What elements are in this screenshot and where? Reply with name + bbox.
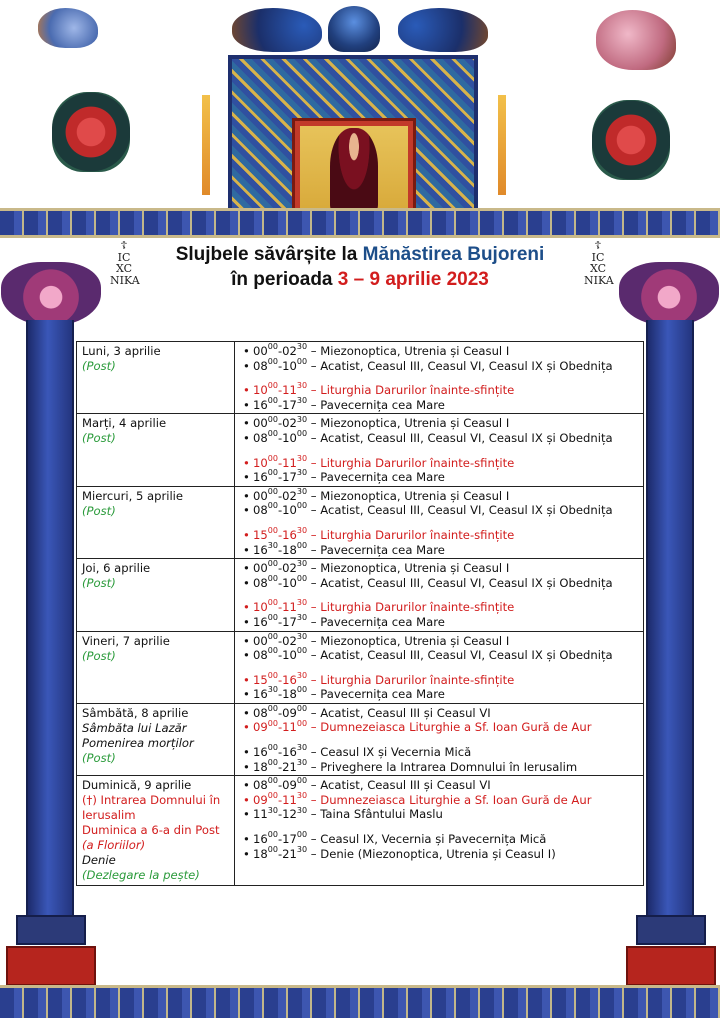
end-hour: 11 [282, 600, 297, 615]
title-line-1 [100, 242, 620, 267]
end-hour: 09 [282, 705, 297, 720]
start-minutes: 00 [267, 573, 278, 583]
end-minutes: 30 [296, 381, 308, 391]
start-hour: 09 [253, 792, 268, 807]
end-hour: 02 [282, 416, 297, 431]
service-description: Liturghia Darurilor înainte-sfințite [320, 672, 515, 687]
service-description: Pavecernița cea Mare [320, 542, 445, 557]
top-beam [0, 208, 720, 238]
service-item: • $10^{00}-11^{30}$ – Liturghia Darurilor înainte-sfințite [243, 383, 639, 398]
service-item: • $16^{00}-17^{30}$ – Pavecernița cea Mare [243, 615, 639, 630]
services-cell [235, 342, 644, 414]
start-hour: 10 [253, 383, 268, 398]
column-right [646, 320, 694, 930]
end-minutes: 00 [296, 356, 308, 366]
end-hour: 16 [282, 745, 297, 760]
service-description: Liturghia Darurilor înainte-sfințite [320, 600, 515, 615]
service-item: • $16^{00}-17^{30}$ – Pavecernița cea Mare [243, 470, 639, 485]
start-minutes: 00 [267, 613, 278, 623]
service-item: • $08^{00}-10^{00}$ – Acatist, Ceasul III, Ceasul VI, Ceasul IX și Obednița [243, 503, 639, 518]
day-note: (†) Intrarea Domnului în Ierusalim [82, 793, 221, 823]
start-hour: 00 [253, 488, 268, 503]
start-minutes: 00 [267, 631, 278, 641]
period-prefix: în perioada [231, 269, 338, 290]
end-minutes: 30 [296, 526, 308, 536]
service-item: • $08^{00}-10^{00}$ – Acatist, Ceasul III, Ceasul VI, Ceasul IX și Obednița [243, 648, 639, 663]
service-description: Dumnezeiasca Liturghie a Sf. Ioan Gură de Aur [320, 792, 592, 807]
start-minutes: 00 [267, 790, 278, 800]
service-description: Liturghia Darurilor înainte-sfințite [320, 383, 515, 398]
column-base-right [636, 915, 706, 945]
end-hour: 11 [282, 792, 297, 807]
end-hour: 18 [282, 687, 297, 702]
end-hour: 16 [282, 527, 297, 542]
theotokos-icon [330, 128, 378, 213]
bird-illustration [38, 8, 98, 48]
period-dates: 3 – 9 aprilie 2023 [337, 269, 489, 290]
start-minutes: 00 [267, 776, 278, 786]
cross-monogram-icon: ☦ IC XC NIKA [110, 239, 140, 287]
day-note: Pomenirea morților [82, 735, 194, 750]
day-label: Sâmbătă, 8 aprilie [82, 705, 189, 720]
services-cell [235, 414, 644, 486]
start-minutes: 00 [267, 646, 278, 656]
services-cell [235, 559, 644, 631]
start-minutes: 00 [267, 830, 278, 840]
service-description: Pavecernița cea Mare [320, 470, 445, 485]
end-minutes: 30 [296, 805, 308, 815]
cross-monogram-icon: ☦ IC XC NIKA [584, 239, 614, 287]
start-hour: 16 [253, 542, 268, 557]
service-item: • $18^{00}-21^{30}$ – Priveghere la Intrarea Domnului în Ierusalim [243, 760, 639, 775]
day-note: (Post) [82, 576, 116, 591]
start-hour: 08 [253, 575, 268, 590]
service-item: • $09^{00}-11^{30}$ – Dumnezeiasca Liturghie a Sf. Ioan Gură de Aur [243, 793, 639, 808]
service-description: Acatist, Ceasul III, Ceasul VI, Ceasul IX și Obednița [320, 430, 613, 445]
services-cell [235, 703, 644, 775]
start-minutes: 00 [267, 356, 278, 366]
end-hour: 17 [282, 470, 297, 485]
start-hour: 00 [253, 344, 268, 358]
services-cell [235, 486, 644, 558]
day-note: (Post) [82, 648, 116, 663]
service-description: Pavecernița cea Mare [320, 687, 445, 702]
start-minutes: 30 [267, 685, 278, 695]
service-item: • $16^{30}-18^{00}$ – Pavecernița cea Mare [243, 687, 639, 702]
service-description: Miezonoptica, Utrenia și Ceasul I [320, 488, 510, 503]
day-note: (Post) [82, 431, 116, 446]
schedule-table [76, 341, 644, 886]
service-item: • $16^{00}-17^{00}$ – Ceasul IX, Vecernia și Pavecernița Mică [243, 832, 639, 847]
end-minutes: 00 [296, 704, 308, 714]
service-item: • $00^{00}-02^{30}$ – Miezonoptica, Utrenia și Ceasul I [243, 416, 639, 431]
end-hour: 10 [282, 648, 297, 663]
end-hour: 02 [282, 633, 297, 648]
schedule-row [77, 631, 644, 703]
end-hour: 02 [282, 561, 297, 576]
start-hour: 00 [253, 416, 268, 431]
start-minutes: 00 [267, 395, 278, 405]
start-minutes: 00 [267, 844, 278, 854]
column-left [26, 320, 74, 930]
start-hour: 10 [253, 600, 268, 615]
service-description: Miezonoptica, Utrenia și Ceasul I [320, 633, 510, 648]
end-hour: 17 [282, 397, 297, 412]
day-note: (Post) [82, 359, 116, 373]
end-hour: 10 [282, 503, 297, 518]
end-hour: 21 [282, 846, 297, 861]
service-description: Acatist, Ceasul III și Ceasul VI [320, 705, 491, 720]
bottom-beam [0, 985, 720, 1018]
end-minutes: 00 [296, 718, 308, 728]
service-item: • $10^{00}-11^{30}$ – Liturghia Darurilor înainte-sfințite [243, 456, 639, 471]
start-hour: 16 [253, 832, 268, 847]
start-minutes: 00 [267, 468, 278, 478]
column-capital-left [1, 262, 101, 326]
end-minutes: 30 [296, 790, 308, 800]
start-hour: 08 [253, 503, 268, 518]
service-list [243, 778, 639, 861]
start-minutes: 00 [267, 718, 278, 728]
day-cell [77, 631, 235, 703]
end-minutes: 00 [296, 685, 308, 695]
start-minutes: 00 [267, 559, 278, 569]
service-list [243, 486, 639, 557]
service-item: • $08^{00}-09^{00}$ – Acatist, Ceasul III și Ceasul VI [243, 706, 639, 721]
page-title [100, 239, 620, 292]
service-description: Acatist, Ceasul III, Ceasul VI, Ceasul IX și Obednița [320, 575, 613, 590]
service-item: • $09^{00}-11^{00}$ – Dumnezeiasca Liturghie a Sf. Ioan Gură de Aur [243, 720, 639, 735]
service-item: • $10^{00}-11^{30}$ – Liturghia Darurilor înainte-sfințite [243, 600, 639, 615]
decorative-frieze [0, 0, 720, 215]
day-note: Duminica a 6-a din Post [82, 823, 220, 838]
service-item: • $15^{00}-16^{30}$ – Liturghia Darurilor înainte-sfințite [243, 673, 639, 688]
service-description: Denie (Miezonoptica, Utrenia și Ceasul I) [320, 846, 556, 861]
end-hour: 11 [282, 455, 297, 470]
day-label: Miercuri, 5 aprilie [82, 488, 184, 503]
day-cell [77, 559, 235, 631]
start-hour: 18 [253, 846, 268, 861]
service-item: • $08^{00}-10^{00}$ – Acatist, Ceasul III, Ceasul VI, Ceasul IX și Obednița [243, 359, 639, 374]
end-hour: 18 [282, 542, 297, 557]
end-hour: 16 [282, 672, 297, 687]
start-minutes: 00 [267, 486, 278, 496]
peacock-illustration [232, 8, 322, 52]
service-item: • $00^{00}-02^{30}$ – Miezonoptica, Utrenia și Ceasul I [243, 344, 639, 359]
end-hour: 10 [282, 575, 297, 590]
end-hour: 21 [282, 759, 297, 774]
start-minutes: 00 [267, 704, 278, 714]
service-item: • $08^{00}-10^{00}$ – Acatist, Ceasul III, Ceasul VI, Ceasul IX și Obednița [243, 431, 639, 446]
day-note: Sâmbăta lui Lazăr [82, 720, 187, 735]
start-hour: 16 [253, 687, 268, 702]
service-list [243, 706, 639, 774]
services-cell [235, 631, 644, 703]
end-minutes: 30 [296, 395, 308, 405]
end-hour: 10 [282, 430, 297, 445]
service-description: Priveghere la Intrarea Domnului în Ierusalim [320, 759, 578, 774]
start-hour: 11 [253, 807, 268, 822]
end-minutes: 00 [296, 501, 308, 511]
service-item: • $15^{00}-16^{30}$ – Liturghia Darurilor înainte-sfințite [243, 528, 639, 543]
start-hour: 08 [253, 430, 268, 445]
day-label: Duminică, 9 aprilie [82, 778, 192, 793]
tree-illustration [592, 100, 670, 180]
schedule-body [77, 342, 644, 886]
day-note: (Post) [82, 750, 116, 765]
day-note: (Post) [82, 503, 116, 518]
column-capital-right [619, 262, 719, 326]
service-list [243, 631, 639, 702]
service-description: Pavecernița cea Mare [320, 614, 445, 629]
end-minutes: 30 [296, 743, 308, 753]
end-hour: 17 [282, 832, 297, 847]
service-item: • $16^{30}-18^{00}$ – Pavecernița cea Mare [243, 543, 639, 558]
start-minutes: 30 [267, 805, 278, 815]
service-description: Dumnezeiasca Liturghie a Sf. Ioan Gură de Aur [320, 720, 592, 735]
end-minutes: 30 [296, 844, 308, 854]
end-minutes: 00 [296, 830, 308, 840]
end-hour: 10 [282, 358, 297, 373]
end-hour: 11 [282, 383, 297, 398]
service-item: • $00^{00}-02^{30}$ – Miezonoptica, Utrenia și Ceasul I [243, 634, 639, 649]
end-minutes: 30 [296, 486, 308, 496]
service-description: Acatist, Ceasul III, Ceasul VI, Ceasul IX și Obednița [320, 358, 613, 373]
end-hour: 02 [282, 344, 297, 358]
peacock-illustration [398, 8, 488, 52]
column-base-left [16, 915, 86, 945]
end-hour: 12 [282, 807, 297, 822]
schedule-row [77, 776, 644, 886]
flamingo-illustration [596, 10, 676, 70]
end-minutes: 30 [296, 613, 308, 623]
schedule-row [77, 703, 644, 775]
start-minutes: 00 [267, 381, 278, 391]
start-hour: 08 [253, 778, 268, 793]
start-minutes: 00 [267, 501, 278, 511]
day-label: Joi, 6 aprilie [82, 561, 151, 576]
end-minutes: 30 [296, 559, 308, 569]
service-description: Liturghia Darurilor înainte-sfințite [320, 527, 515, 542]
start-hour: 15 [253, 527, 268, 542]
service-description: Acatist, Ceasul III, Ceasul VI, Ceasul IX și Obednița [320, 648, 613, 663]
service-item: • $08^{00}-09^{00}$ – Acatist, Ceasul III și Ceasul VI [243, 778, 639, 793]
start-hour: 16 [253, 470, 268, 485]
service-description: Acatist, Ceasul III și Ceasul VI [320, 778, 491, 793]
day-cell [77, 703, 235, 775]
schedule-row [77, 486, 644, 558]
service-item: • $11^{30}-12^{30}$ – Taina Sfântului Maslu [243, 807, 639, 822]
end-minutes: 30 [296, 631, 308, 641]
service-item: • $00^{00}-02^{30}$ – Miezonoptica, Utrenia și Ceasul I [243, 561, 639, 576]
service-description: Ceasul IX și Vecernia Mică [320, 745, 472, 760]
day-note: (Dezlegare la pește) [82, 868, 200, 883]
start-hour: 00 [253, 561, 268, 576]
end-minutes: 00 [296, 646, 308, 656]
column-plinth-right [626, 946, 716, 986]
start-hour: 08 [253, 358, 268, 373]
service-description: Pavecernița cea Mare [320, 397, 445, 412]
start-minutes: 30 [267, 540, 278, 550]
service-list [243, 344, 639, 412]
day-label: Vineri, 7 aprilie [82, 633, 170, 648]
candle-illustration [202, 95, 210, 195]
service-description: Ceasul IX, Vecernia și Pavecernița Mică [320, 832, 547, 847]
end-minutes: 30 [296, 414, 308, 424]
start-hour: 10 [253, 455, 268, 470]
schedule-row [77, 559, 644, 631]
service-item: • $18^{00}-21^{30}$ – Denie (Miezonoptica, Utrenia și Ceasul I) [243, 847, 639, 862]
service-list [243, 416, 639, 484]
chalice-illustration [328, 6, 380, 52]
end-minutes: 30 [296, 757, 308, 767]
schedule-row [77, 414, 644, 486]
service-description: Miezonoptica, Utrenia și Ceasul I [320, 344, 510, 358]
service-item: • $16^{00}-17^{30}$ – Pavecernița cea Mare [243, 398, 639, 413]
end-minutes: 30 [296, 342, 308, 352]
service-item: • $00^{00}-02^{30}$ – Miezonoptica, Utrenia și Ceasul I [243, 489, 639, 504]
start-hour: 16 [253, 614, 268, 629]
day-cell [77, 486, 235, 558]
start-minutes: 00 [267, 342, 278, 352]
start-minutes: 00 [267, 453, 278, 463]
end-minutes: 30 [296, 598, 308, 608]
end-minutes: 00 [296, 776, 308, 786]
start-minutes: 00 [267, 526, 278, 536]
day-label: Marți, 4 aprilie [82, 416, 167, 431]
start-minutes: 00 [267, 670, 278, 680]
end-hour: 09 [282, 778, 297, 793]
start-hour: 18 [253, 759, 268, 774]
candle-illustration [498, 95, 506, 195]
end-minutes: 30 [296, 453, 308, 463]
end-minutes: 30 [296, 468, 308, 478]
service-item: • $08^{00}-10^{00}$ – Acatist, Ceasul III, Ceasul VI, Ceasul IX și Obednița [243, 576, 639, 591]
start-hour: 16 [253, 745, 268, 760]
start-hour: 00 [253, 633, 268, 648]
day-note: (a Floriilor) [82, 838, 146, 853]
end-minutes: 00 [296, 540, 308, 550]
start-minutes: 00 [267, 598, 278, 608]
end-minutes: 30 [296, 670, 308, 680]
day-cell [77, 776, 235, 886]
title-prefix: Slujbele săvârșite la [175, 244, 363, 265]
title-line-2 [100, 267, 620, 292]
tree-illustration [52, 92, 130, 172]
service-description: Taina Sfântului Maslu [320, 807, 443, 822]
day-note: Denie [82, 853, 116, 868]
end-hour: 17 [282, 614, 297, 629]
service-list [243, 561, 639, 629]
service-description: Liturghia Darurilor înainte-sfințite [320, 455, 515, 470]
services-cell [235, 776, 644, 886]
service-description: Miezonoptica, Utrenia și Ceasul I [320, 416, 510, 431]
start-hour: 09 [253, 720, 268, 735]
day-cell [77, 342, 235, 414]
service-description: Acatist, Ceasul III, Ceasul VI, Ceasul IX și Obednița [320, 503, 613, 518]
end-minutes: 00 [296, 429, 308, 439]
start-hour: 08 [253, 705, 268, 720]
service-item: • $16^{00}-16^{30}$ – Ceasul IX și Vecernia Mică [243, 745, 639, 760]
monastery-name: Mănăstirea Bujoreni [362, 244, 545, 265]
start-minutes: 00 [267, 757, 278, 767]
start-minutes: 00 [267, 429, 278, 439]
start-hour: 08 [253, 648, 268, 663]
start-minutes: 00 [267, 743, 278, 753]
column-plinth-left [6, 946, 96, 986]
end-hour: 02 [282, 488, 297, 503]
start-minutes: 00 [267, 414, 278, 424]
end-hour: 11 [282, 720, 297, 735]
day-cell [77, 414, 235, 486]
start-hour: 15 [253, 672, 268, 687]
day-label: Luni, 3 aprilie [82, 344, 161, 358]
end-minutes: 00 [296, 573, 308, 583]
schedule-row [77, 342, 644, 414]
service-description: Miezonoptica, Utrenia și Ceasul I [320, 561, 510, 576]
start-hour: 16 [253, 397, 268, 412]
